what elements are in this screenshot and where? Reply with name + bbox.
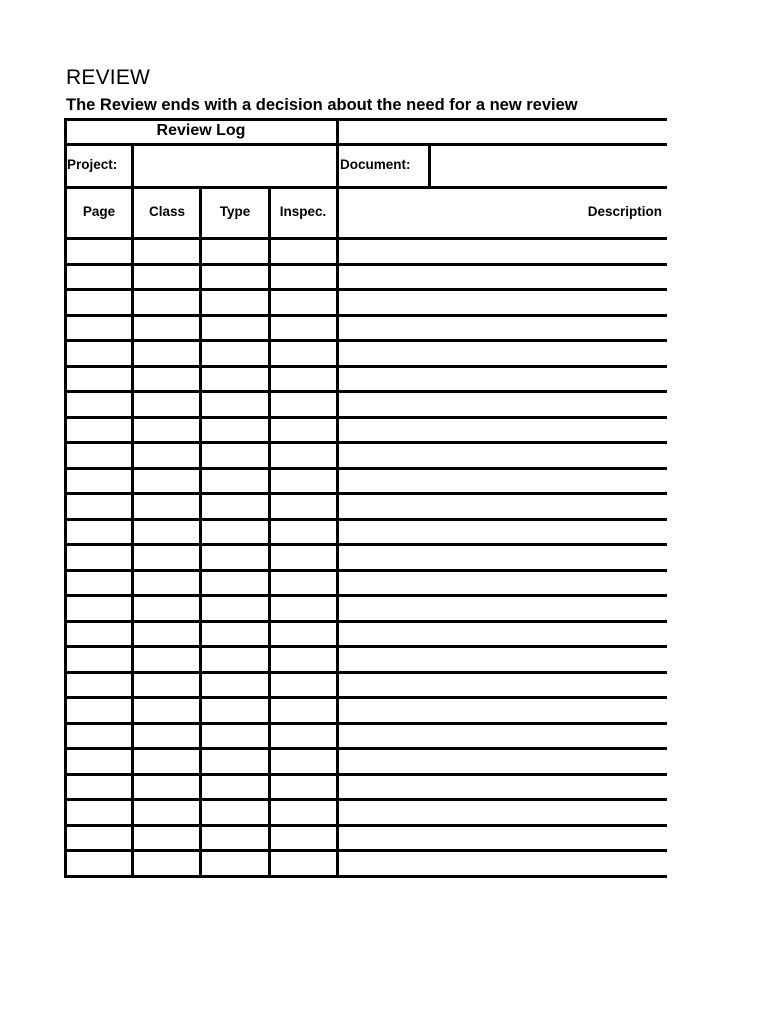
table-cell-class[interactable] — [134, 447, 198, 463]
table-cell-page[interactable] — [66, 422, 130, 438]
table-cell-description[interactable] — [340, 830, 662, 846]
table-row-divider — [64, 747, 667, 750]
table-cell-type[interactable] — [202, 600, 267, 616]
table-cell-class[interactable] — [134, 549, 198, 565]
table-row-divider — [64, 798, 667, 801]
table-cell-description[interactable] — [340, 600, 662, 616]
table-cell-description[interactable] — [340, 269, 662, 285]
column-header-page: Page — [82, 204, 116, 219]
table-cell-description[interactable] — [340, 855, 662, 871]
table-row-divider — [64, 722, 667, 725]
table-cell-class[interactable] — [134, 804, 198, 820]
table-cell-type[interactable] — [202, 371, 267, 387]
table-cell-type[interactable] — [202, 651, 267, 667]
table-row-divider — [64, 416, 667, 419]
table-cell-inspec[interactable] — [271, 422, 335, 438]
table-cell-class[interactable] — [134, 396, 198, 412]
table-cell-inspec[interactable] — [271, 753, 335, 769]
column-header-inspec: Inspec. — [279, 204, 327, 219]
table-cell-type[interactable] — [202, 345, 267, 361]
table-cell-description[interactable] — [340, 422, 662, 438]
table-cell-type[interactable] — [202, 447, 267, 463]
row-divider-project — [64, 186, 667, 189]
table-cell-inspec[interactable] — [271, 371, 335, 387]
table-cell-description[interactable] — [340, 804, 662, 820]
table-cell-class[interactable] — [134, 779, 198, 795]
table-cell-description[interactable] — [340, 677, 662, 693]
table-cell-class[interactable] — [134, 498, 198, 514]
table-cell-class[interactable] — [134, 269, 198, 285]
table-cell-class[interactable] — [134, 753, 198, 769]
table-cell-description[interactable] — [340, 575, 662, 591]
project-label: Project: — [67, 157, 118, 172]
table-cell-class[interactable] — [134, 345, 198, 361]
table-cell-page[interactable] — [66, 728, 130, 744]
table-cell-page[interactable] — [66, 294, 130, 310]
table-row-divider — [64, 314, 667, 317]
table-cell-page[interactable] — [66, 626, 130, 642]
table-cell-class[interactable] — [134, 855, 198, 871]
table-cell-page[interactable] — [66, 855, 130, 871]
table-cell-inspec[interactable] — [271, 524, 335, 540]
table-cell-inspec[interactable] — [271, 651, 335, 667]
table-cell-type[interactable] — [202, 753, 267, 769]
table-cell-inspec[interactable] — [271, 626, 335, 642]
table-row-divider — [64, 390, 667, 393]
table-cell-class[interactable] — [134, 524, 198, 540]
row-divider-header — [64, 237, 667, 240]
table-row-divider — [64, 263, 667, 266]
table-cell-type[interactable] — [202, 294, 267, 310]
table-cell-inspec[interactable] — [271, 728, 335, 744]
table-cell-page[interactable] — [66, 473, 130, 489]
table-cell-class[interactable] — [134, 830, 198, 846]
table-cell-type[interactable] — [202, 677, 267, 693]
table-cell-page[interactable] — [66, 524, 130, 540]
table-cell-description[interactable] — [340, 243, 662, 259]
table-cell-description[interactable] — [340, 626, 662, 642]
table-cell-type[interactable] — [202, 396, 267, 412]
table-row-divider — [64, 365, 667, 368]
document-label: Document: — [340, 157, 411, 172]
table-row-divider — [64, 441, 667, 444]
table-cell-description[interactable] — [340, 294, 662, 310]
table-cell-inspec[interactable] — [271, 575, 335, 591]
table-cell-type[interactable] — [202, 728, 267, 744]
table-cell-description[interactable] — [340, 728, 662, 744]
table-cell-type[interactable] — [202, 855, 267, 871]
table-cell-type[interactable] — [202, 575, 267, 591]
table-cell-class[interactable] — [134, 600, 198, 616]
table-cell-description[interactable] — [340, 702, 662, 718]
table-cell-description[interactable] — [340, 447, 662, 463]
table-cell-page[interactable] — [66, 371, 130, 387]
column-header-type: Type — [219, 204, 251, 219]
table-row-divider — [64, 671, 667, 674]
table-cell-inspec[interactable] — [271, 702, 335, 718]
table-cell-class[interactable] — [134, 473, 198, 489]
table-cell-page[interactable] — [66, 447, 130, 463]
table-cell-description[interactable] — [340, 371, 662, 387]
table-cell-inspec[interactable] — [271, 779, 335, 795]
table-cell-page[interactable] — [66, 830, 130, 846]
table-cell-inspec[interactable] — [271, 320, 335, 336]
table-cell-page[interactable] — [66, 677, 130, 693]
table-cell-page[interactable] — [66, 345, 130, 361]
project-label-divider — [131, 143, 134, 186]
table-cell-page[interactable] — [66, 804, 130, 820]
table-cell-class[interactable] — [134, 626, 198, 642]
table-cell-inspec[interactable] — [271, 473, 335, 489]
table-row-divider — [64, 696, 667, 699]
table-row-divider — [64, 620, 667, 623]
table-row-divider — [64, 492, 667, 495]
table-cell-type[interactable] — [202, 498, 267, 514]
table-cell-inspec[interactable] — [271, 294, 335, 310]
table-cell-type[interactable] — [202, 473, 267, 489]
table-cell-description[interactable] — [340, 524, 662, 540]
table-row-divider — [64, 569, 667, 572]
table-cell-description[interactable] — [340, 396, 662, 412]
table-cell-inspec[interactable] — [271, 243, 335, 259]
table-cell-class[interactable] — [134, 677, 198, 693]
table-cell-page[interactable] — [66, 702, 130, 718]
table-cell-page[interactable] — [66, 396, 130, 412]
column-header-class: Class — [148, 204, 186, 219]
table-cell-class[interactable] — [134, 728, 198, 744]
table-cell-type[interactable] — [202, 422, 267, 438]
table-cell-type[interactable] — [202, 320, 267, 336]
table-cell-inspec[interactable] — [271, 855, 335, 871]
table-cell-type[interactable] — [202, 269, 267, 285]
table-cell-inspec[interactable] — [271, 804, 335, 820]
table-cell-type[interactable] — [202, 549, 267, 565]
table-cell-type[interactable] — [202, 243, 267, 259]
table-row-divider — [64, 467, 667, 470]
table-cell-description[interactable] — [340, 779, 662, 795]
log-title-divider — [336, 118, 339, 143]
table-cell-page[interactable] — [66, 575, 130, 591]
table-cell-class[interactable] — [134, 651, 198, 667]
table-row-divider — [64, 543, 667, 546]
table-cell-page[interactable] — [66, 651, 130, 667]
table-cell-description[interactable] — [340, 345, 662, 361]
table-cell-type[interactable] — [202, 779, 267, 795]
table-cell-page[interactable] — [66, 498, 130, 514]
column-header-description: Description — [587, 204, 662, 219]
table-cell-class[interactable] — [134, 702, 198, 718]
table-cell-page[interactable] — [66, 320, 130, 336]
table-cell-class[interactable] — [134, 371, 198, 387]
table-cell-type[interactable] — [202, 804, 267, 820]
page-title: REVIEW — [66, 66, 151, 89]
table-cell-inspec[interactable] — [271, 498, 335, 514]
table-cell-page[interactable] — [66, 753, 130, 769]
table-cell-type[interactable] — [202, 702, 267, 718]
project-document-divider — [336, 143, 339, 186]
table-cell-page[interactable] — [66, 779, 130, 795]
table-cell-page[interactable] — [66, 600, 130, 616]
table-cell-class[interactable] — [134, 422, 198, 438]
table-cell-class[interactable] — [134, 243, 198, 259]
table-cell-page[interactable] — [66, 549, 130, 565]
table-row-divider — [64, 645, 667, 648]
table-cell-inspec[interactable] — [271, 396, 335, 412]
table-cell-inspec[interactable] — [271, 830, 335, 846]
table-cell-inspec[interactable] — [271, 677, 335, 693]
table-cell-page[interactable] — [66, 243, 130, 259]
table-row-divider — [64, 875, 667, 878]
document-label-divider — [428, 143, 431, 186]
table-cell-inspec[interactable] — [271, 345, 335, 361]
table-row-divider — [64, 849, 667, 852]
table-cell-description[interactable] — [340, 320, 662, 336]
table-cell-description[interactable] — [340, 473, 662, 489]
table-row-divider — [64, 594, 667, 597]
table-cell-class[interactable] — [134, 320, 198, 336]
table-cell-type[interactable] — [202, 830, 267, 846]
table-cell-class[interactable] — [134, 575, 198, 591]
table-cell-type[interactable] — [202, 626, 267, 642]
table-cell-type[interactable] — [202, 524, 267, 540]
table-row-divider — [64, 824, 667, 827]
table-cell-description[interactable] — [340, 753, 662, 769]
table-cell-description[interactable] — [340, 549, 662, 565]
table-cell-inspec[interactable] — [271, 600, 335, 616]
table-cell-description[interactable] — [340, 498, 662, 514]
review-log-title: Review Log — [156, 122, 246, 139]
table-cell-page[interactable] — [66, 269, 130, 285]
table-cell-inspec[interactable] — [271, 269, 335, 285]
table-cell-inspec[interactable] — [271, 447, 335, 463]
table-cell-class[interactable] — [134, 294, 198, 310]
table-row-divider — [64, 339, 667, 342]
table-row-divider — [64, 518, 667, 521]
table-top-border — [64, 118, 667, 121]
row-divider-log-title — [64, 143, 667, 146]
table-row-divider — [64, 773, 667, 776]
page-subtitle: The Review ends with a decision about the need for a new review — [66, 96, 578, 114]
table-row-divider — [64, 288, 667, 291]
table-cell-description[interactable] — [340, 651, 662, 667]
table-cell-inspec[interactable] — [271, 549, 335, 565]
